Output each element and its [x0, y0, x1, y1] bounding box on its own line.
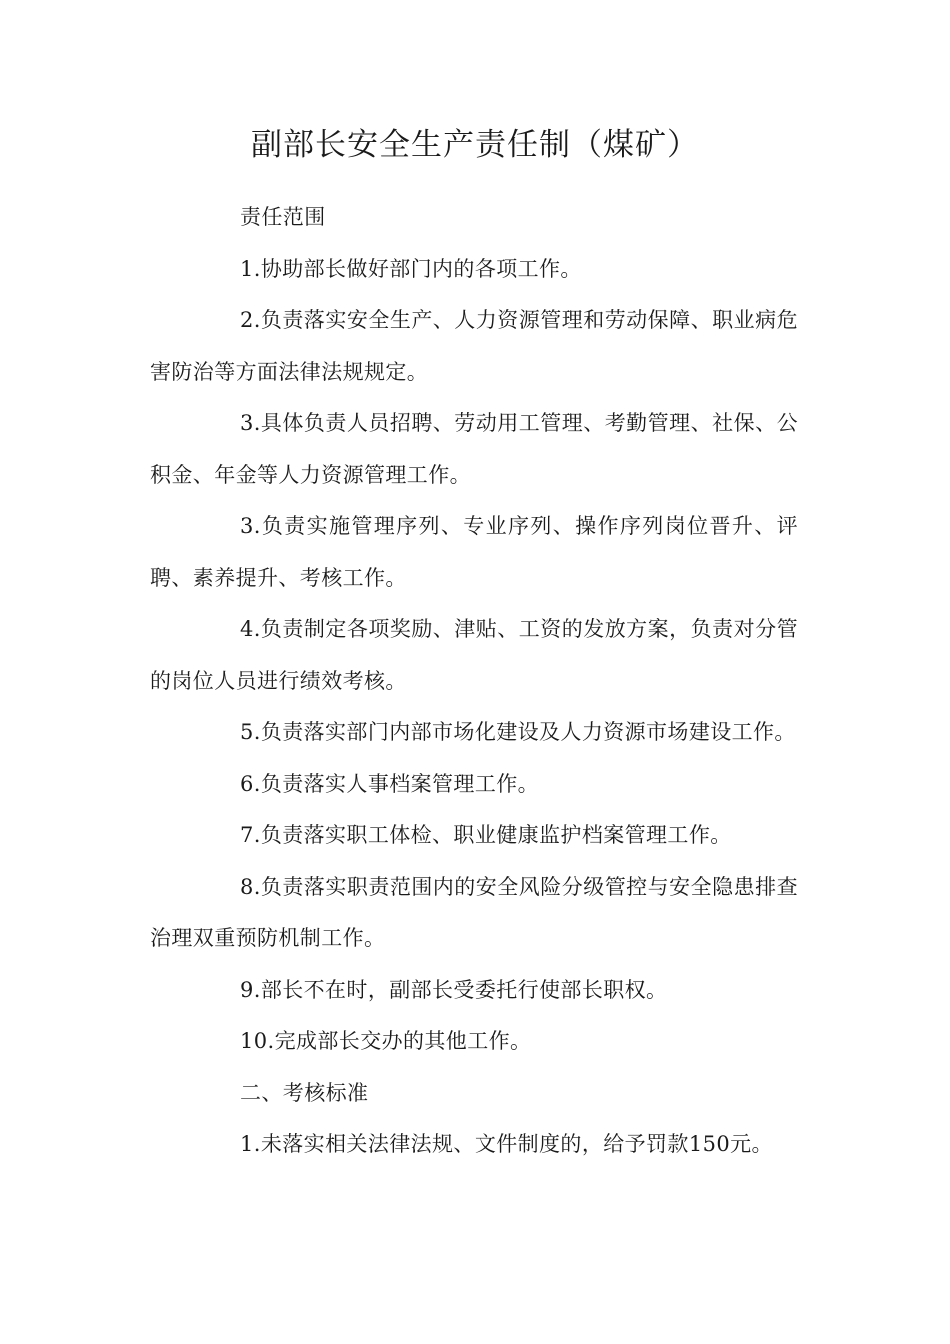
paragraph: 6.负责落实人事档案管理工作。: [240, 771, 540, 796]
paragraph: 1.协助部长做好部门内的各项工作。: [240, 256, 582, 281]
section-heading-responsibility-scope: 责任范围: [240, 205, 326, 229]
paragraph: 1.未落实相关法律法规、文件制度的，给予罚款150元。: [240, 1132, 773, 1156]
paragraph: 2.负责落实安全生产、人力资源管理和劳动保障、职业病危害防治等方面法律法规规定。: [150, 308, 798, 384]
document-title: 副部长安全生产责任制（煤矿）: [251, 127, 699, 163]
paragraph: 7.负责落实职工体检、职业健康监护档案管理工作。: [240, 823, 732, 847]
document-body: [150, 192, 798, 1171]
paragraph: 4.负责制定各项奖励、津贴、工资的发放方案，负责对分管的岗位人员进行绩效考核。: [150, 617, 798, 693]
section-heading-assessment-standards: 二、考核标准: [240, 1080, 369, 1105]
paragraph: 3.负责实施管理序列、专业序列、操作序列岗位晋升、评聘、素养提升、考核工作。: [150, 514, 798, 590]
paragraph: 5.负责落实部门内部市场化建设及人力资源市场建设工作。: [240, 720, 796, 744]
paragraph: 9.部长不在时，副部长受委托行使部长职权。: [240, 977, 668, 1002]
paragraph: 8.负责落实职责范围内的安全风险分级管控与安全隐患排查治理双重预防机制工作。: [150, 874, 798, 950]
paragraph: 3.具体负责人员招聘、劳动用工管理、考勤管理、社保、公积金、年金等人力资源管理工作。: [150, 411, 798, 487]
paragraph: 10.完成部长交办的其他工作。: [240, 1029, 532, 1053]
